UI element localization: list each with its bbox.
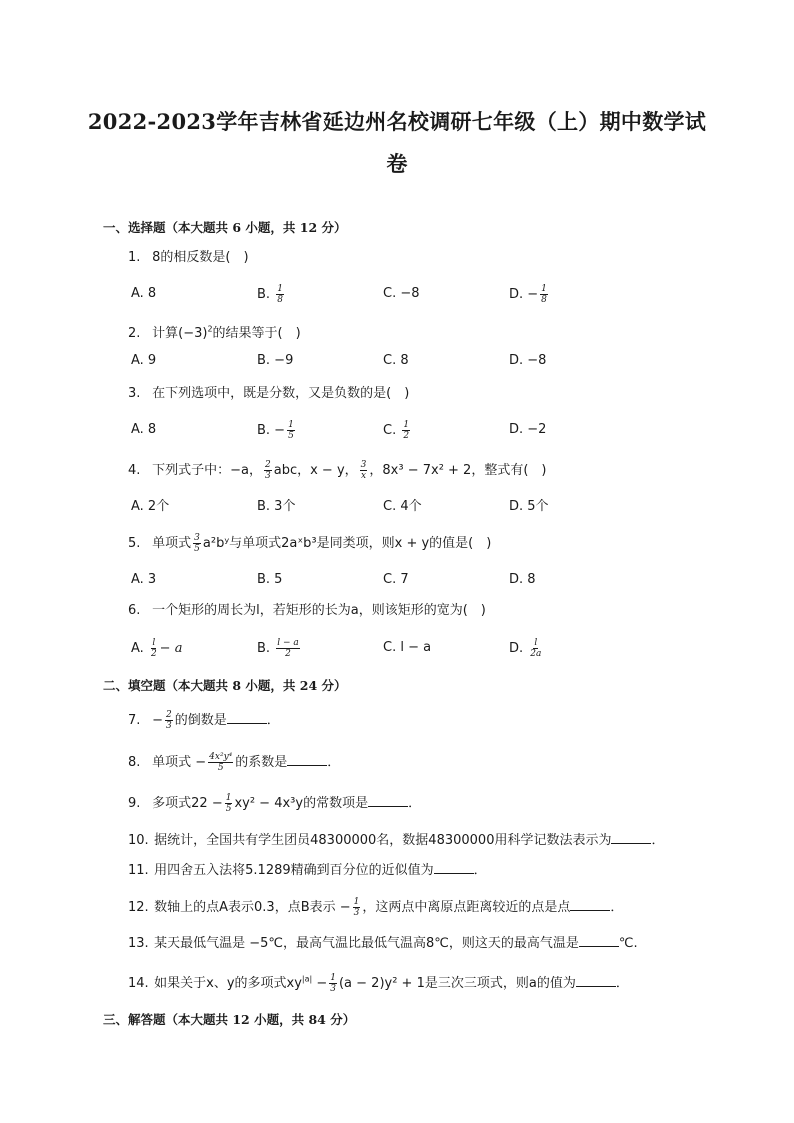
option-b[interactable]: B. −9 [257,353,294,368]
answer-blank[interactable] [287,753,327,766]
question-text: 多项式22 − $\frac{1}{5}$ xy² − 4x³y的常数项是 ． [152,793,422,814]
question-3 [128,384,409,404]
options-2 [131,351,731,371]
question-number: 3. [128,386,141,401]
answer-blank[interactable] [227,711,267,724]
option-a[interactable]: A. 3 [131,572,157,587]
question-4 [128,460,546,481]
options-4 [131,497,731,517]
option-a[interactable]: A. $\frac{l}{2}$ − a [131,638,183,659]
section-heading-solve: 三、解答题（本大题共 12 小题，共 84 分） [103,1012,356,1027]
option-c[interactable]: C. $\frac{1}{2}$ [383,420,410,441]
option-b[interactable]: B. $\frac{1}{8}$ [257,284,283,305]
option-d[interactable]: D. −8 [509,353,547,368]
option-d[interactable]: D. −2 [509,422,547,437]
option-c[interactable]: C. 7 [383,572,409,587]
question-number: 2. [128,326,141,342]
question-text: 在下列选项中，既是分数，又是负数的是( ) [152,386,410,401]
question-number: 6. [128,603,141,618]
page-title-line1: 2022-2023学年吉林省延边州名校调研七年级（上）期中数学试 [87,109,707,134]
question-text: 单项式 $\frac{3}{5}$ a²bʸ与单项式2aˣb³是同类项，则x + y的值是( ) [152,533,492,554]
option-a[interactable]: A. 2个 [131,499,170,514]
options-5 [131,570,731,590]
question-text: 如果关于x、y的多项式$xy^{|a|}$ − $\frac{1}{3}$ (a − 2)y² + 1是三次三项式，则a的值为 ． [154,973,629,995]
question-number: 9. [128,796,141,811]
answer-blank[interactable] [611,831,651,844]
answer-blank[interactable] [570,898,610,911]
option-a[interactable]: A. 8 [131,286,157,301]
question-8 [128,752,340,773]
question-1 [128,248,249,268]
page-title-line2: 卷 [386,151,408,176]
question-number: 7. [128,713,141,728]
option-c[interactable]: C. −8 [383,286,420,301]
question-number: 14. [128,976,149,992]
option-d[interactable]: D. − $\frac{1}{8}$ [509,284,547,305]
options-3 [131,420,731,440]
answer-blank[interactable] [434,861,474,874]
question-2 [128,320,301,344]
question-6 [128,601,486,621]
question-number: 12. [128,900,149,915]
option-c[interactable]: C. 4个 [383,499,422,514]
question-text: 8的相反数是( ) [152,250,249,265]
question-text: − $\frac{2}{3}$ 的倒数是 ． [152,710,280,731]
option-c[interactable]: C. l − a [383,640,432,655]
question-13 [128,934,638,954]
question-number: 8. [128,755,141,770]
option-a[interactable]: A. 9 [131,353,157,368]
question-text: 据统计，全国共有学生团员48300000名，数据48300000用科学记数法表示为 ． [154,833,665,848]
option-b[interactable]: B. 5 [257,572,283,587]
question-text: 单项式 − $\frac{\text{4x²y⁴}}{5}$ 的系数是 ． [152,752,341,773]
question-text: 某天最低气温是 −5℃，最高气温比最低气温高8℃，则这天的最高气温是 ℃. [154,936,638,951]
option-d[interactable]: D. 5个 [509,499,549,514]
question-5 [128,533,491,554]
question-14 [128,970,629,994]
question-11 [128,861,487,881]
question-text: 计算$(-3)^2$的结果等于( ) [152,325,301,342]
option-a[interactable]: A. 8 [131,422,157,437]
question-10 [128,831,665,851]
option-d[interactable]: D. $\frac{l}{2a}$ [509,638,542,659]
question-number: 5. [128,536,141,551]
options-1 [131,284,731,304]
option-d[interactable]: D. 8 [509,572,536,587]
option-b[interactable]: B. $\frac{l - a}{2}$ [257,638,299,659]
section-heading-fill: 二、填空题（本大题共 8 小题，共 24 分） [103,678,347,693]
question-text: 数轴上的点A表示0.3，点B表示 − $\frac{1}{3}$ ，这两点中离原点距离较近的点是点 ． [154,897,624,918]
answer-blank[interactable] [368,794,408,807]
question-number: 13. [128,936,149,951]
option-b[interactable]: B. − $\frac{1}{5}$ [257,420,294,441]
question-text: 一个矩形的周长为l，若矩形的长为a，则该矩形的宽为( ) [152,603,486,618]
question-number: 10. [128,833,149,848]
question-text: 下列式子中：−a， $\frac{2}{3}$ abc，x − y， $\frac{3}{x}$ ，8x³ − 7x² + 2，整式有( ) [152,460,547,481]
question-number: 11. [128,863,149,878]
question-9 [128,793,421,814]
option-c[interactable]: C. 8 [383,353,409,368]
option-b[interactable]: B. 3个 [257,499,296,514]
answer-blank[interactable] [579,934,619,947]
question-text: 用四舍五入法将5.1289精确到百分位的近似值为 ． [154,863,487,878]
answer-blank[interactable] [576,974,616,987]
section-heading-choice: 一、选择题（本大题共 6 小题，共 12 分） [103,220,347,235]
question-7 [128,710,280,731]
question-number: 1. [128,250,141,265]
question-number: 4. [128,463,141,478]
question-12 [128,897,623,918]
options-6 [131,638,731,658]
